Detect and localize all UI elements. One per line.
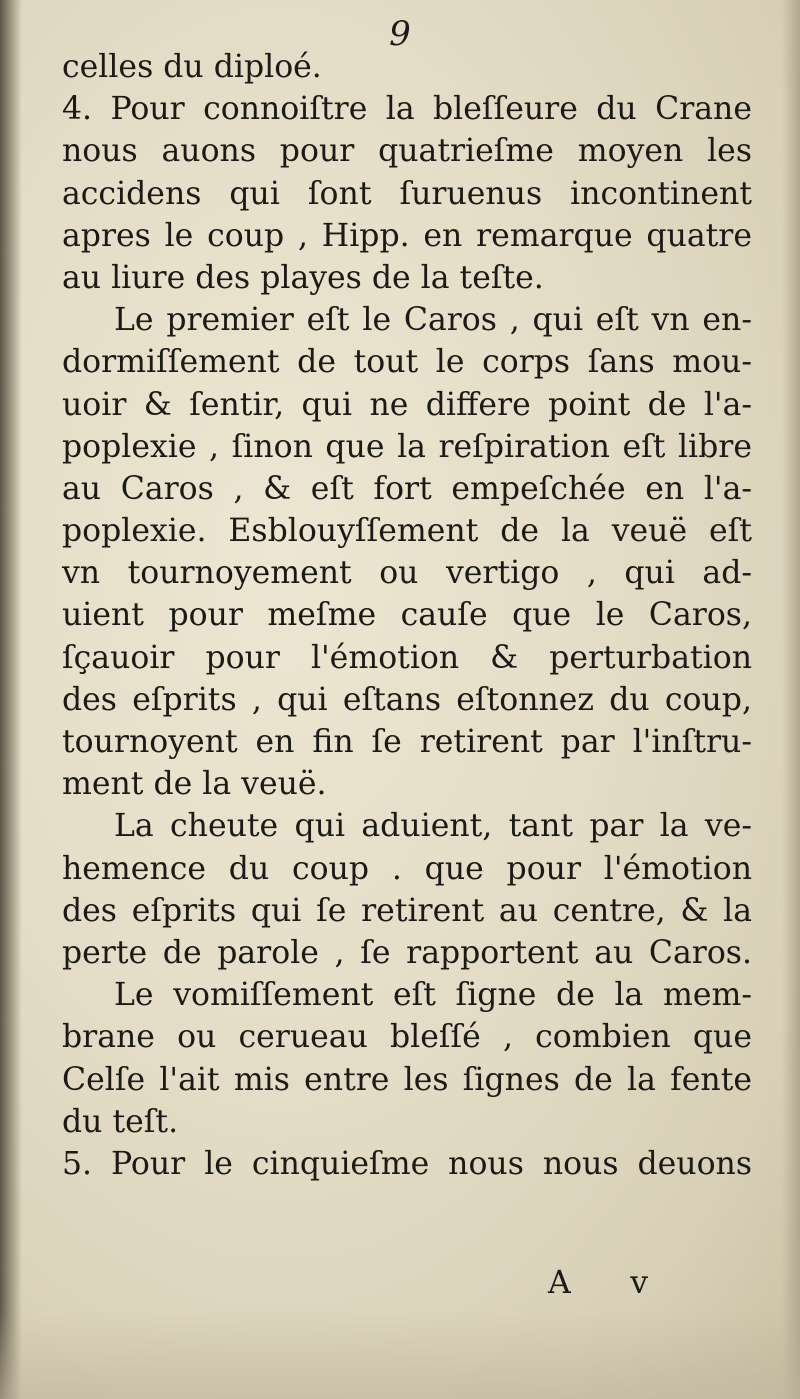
text-line: 4. Pour connoiſtre la bleſſeure du Crane <box>62 91 752 128</box>
text-line: Celſe l'ait mis entre les ſignes de la fente <box>62 1061 752 1098</box>
page-edge-shadow <box>782 0 800 1399</box>
signature-line <box>548 1262 648 1304</box>
text-line: vn tournoyement ou vertigo , qui ad- <box>62 555 752 592</box>
text-line: celles du diploé. <box>62 49 322 85</box>
text-line: Le premier eſt le Caros , qui eſt vn en- <box>114 302 752 339</box>
text-line: du teſt. <box>62 1103 179 1140</box>
page-number: 9 <box>389 14 411 54</box>
text-line: au Caros , & eſt fort empeſchée en l'a- <box>62 470 752 507</box>
text-line: perte de parole , ſe rapportent au Caros. <box>62 934 752 971</box>
binding-shadow <box>0 0 22 1399</box>
text-line: uoir & ſentir, qui ne differe point de l'a- <box>62 386 752 423</box>
text-line: dormiſſement de tout le corps ſans mou- <box>62 344 752 381</box>
text-line: tournoyent en fin ſe retirent par l'inſtru- <box>62 724 752 760</box>
text-line: uient pour meſme cauſe que le Caros, <box>62 597 752 634</box>
text-line: brane ou cerueau bleſſé , combien que <box>62 1019 752 1056</box>
text-line: accidens qui ſont ſuruenus incontinent <box>62 175 752 212</box>
text-line: Le vomiſſement eſt ſigne de la mem- <box>114 977 752 1014</box>
text-line: 5. Pour le cinquieſme nous nous deuons <box>62 1145 752 1182</box>
body-text <box>62 46 752 1185</box>
text-line: hemence du coup . que pour l'émotion <box>62 850 752 887</box>
catchword: v <box>630 1265 648 1301</box>
text-line: La cheute qui aduient, tant par la ve- <box>114 808 752 845</box>
text-line: apres le coup , Hipp. en remarque quatre <box>62 217 752 254</box>
text-line: poplexie. Esblouyſſement de la veuë eſt <box>62 513 752 550</box>
text-line: nous auons pour quatrieſme moyen les <box>62 133 752 170</box>
text-line: des eſprits , qui eſtans eſtonnez du coup, <box>62 681 752 718</box>
text-line: au liure des playes de la teſte. <box>62 259 544 296</box>
text-line: des eſprits qui ſe retirent au centre, & la <box>62 892 752 929</box>
text-line: poplexie , ſinon que la reſpiration eſt libre <box>62 428 752 465</box>
signature-mark: A <box>548 1265 571 1301</box>
text-line: ment de la veuë. <box>62 766 327 803</box>
text-line: ſçauoir pour l'émotion & perturbation <box>62 639 752 676</box>
page-bottom-shade <box>0 1309 800 1399</box>
